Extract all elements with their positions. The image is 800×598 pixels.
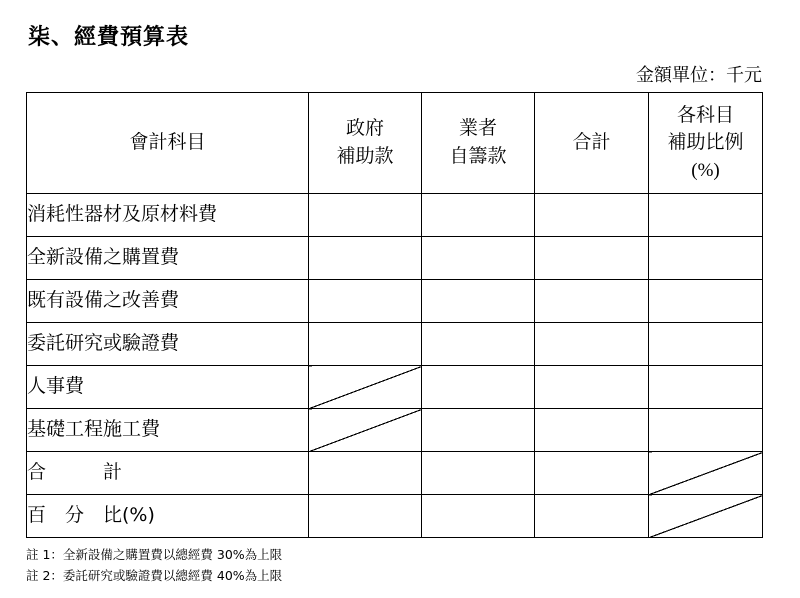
gov-cell[interactable]	[309, 237, 422, 280]
total-cell[interactable]	[535, 237, 649, 280]
header-ratio-line3: (%)	[691, 159, 720, 181]
ratio-cell-crossed-out	[649, 452, 763, 495]
table-row	[27, 280, 763, 323]
total-cell[interactable]	[535, 194, 649, 237]
footnote-1: 註 1：全新設備之購置費以總經費 30%為上限	[26, 547, 283, 562]
table-row	[27, 323, 763, 366]
total-cell[interactable]	[535, 495, 649, 538]
table-row	[27, 409, 763, 452]
header-total: 合計	[535, 93, 649, 194]
ind-cell[interactable]	[422, 237, 535, 280]
ind-cell[interactable]	[422, 495, 535, 538]
table-row	[27, 452, 763, 495]
gov-cell-crossed-out	[309, 366, 422, 409]
gov-cell[interactable]	[309, 452, 422, 495]
budget-table	[26, 92, 763, 538]
ind-cell[interactable]	[422, 409, 535, 452]
row-label: 基礎工程施工費	[27, 409, 309, 452]
header-subsidy-ratio	[649, 93, 763, 194]
header-ratio-line2: 補助比例	[667, 131, 744, 154]
total-cell[interactable]	[535, 280, 649, 323]
header-ind-line2: 自籌款	[449, 145, 507, 167]
ind-cell[interactable]	[422, 280, 535, 323]
header-account-item: 會計科目	[27, 93, 309, 194]
total-cell[interactable]	[535, 452, 649, 495]
table-row	[27, 237, 763, 280]
row-label: 百 分 比(%)	[27, 495, 309, 538]
footnotes	[26, 544, 282, 586]
header-industry-funding	[422, 93, 535, 194]
ratio-cell-crossed-out	[649, 495, 763, 538]
ind-cell[interactable]	[422, 366, 535, 409]
header-gov-line1: 政府	[345, 117, 384, 140]
row-label: 既有設備之改善費	[27, 280, 309, 323]
row-label: 合 計	[27, 452, 309, 495]
row-label: 人事費	[27, 366, 309, 409]
ratio-cell[interactable]	[649, 366, 763, 409]
row-label: 委託研究或驗證費	[27, 323, 309, 366]
ratio-cell[interactable]	[649, 237, 763, 280]
header-gov-line2: 補助款	[336, 145, 394, 167]
total-cell[interactable]	[535, 409, 649, 452]
ratio-cell[interactable]	[649, 194, 763, 237]
ind-cell[interactable]	[422, 323, 535, 366]
header-government-subsidy	[309, 93, 422, 194]
header-ind-line1: 業者	[458, 117, 497, 140]
gov-cell[interactable]	[309, 194, 422, 237]
page-title: 柒、經費預算表	[28, 25, 190, 50]
table-row	[27, 366, 763, 409]
ratio-cell[interactable]	[649, 409, 763, 452]
gov-cell[interactable]	[309, 323, 422, 366]
total-cell[interactable]	[535, 323, 649, 366]
total-cell[interactable]	[535, 366, 649, 409]
row-label: 全新設備之購置費	[27, 237, 309, 280]
gov-cell-crossed-out	[309, 409, 422, 452]
ratio-cell[interactable]	[649, 280, 763, 323]
header-ratio-line1: 各科目	[676, 103, 734, 126]
table-row	[27, 194, 763, 237]
currency-unit-label: 金額單位：千元	[636, 65, 762, 86]
table-row	[27, 495, 763, 538]
ind-cell[interactable]	[422, 452, 535, 495]
row-label: 消耗性器材及原材料費	[27, 194, 309, 237]
footnote-2: 註 2：委託研究或驗證費以總經費 40%為上限	[26, 568, 283, 583]
gov-cell[interactable]	[309, 495, 422, 538]
gov-cell[interactable]	[309, 280, 422, 323]
ratio-cell[interactable]	[649, 323, 763, 366]
ind-cell[interactable]	[422, 194, 535, 237]
header-row	[27, 93, 763, 194]
